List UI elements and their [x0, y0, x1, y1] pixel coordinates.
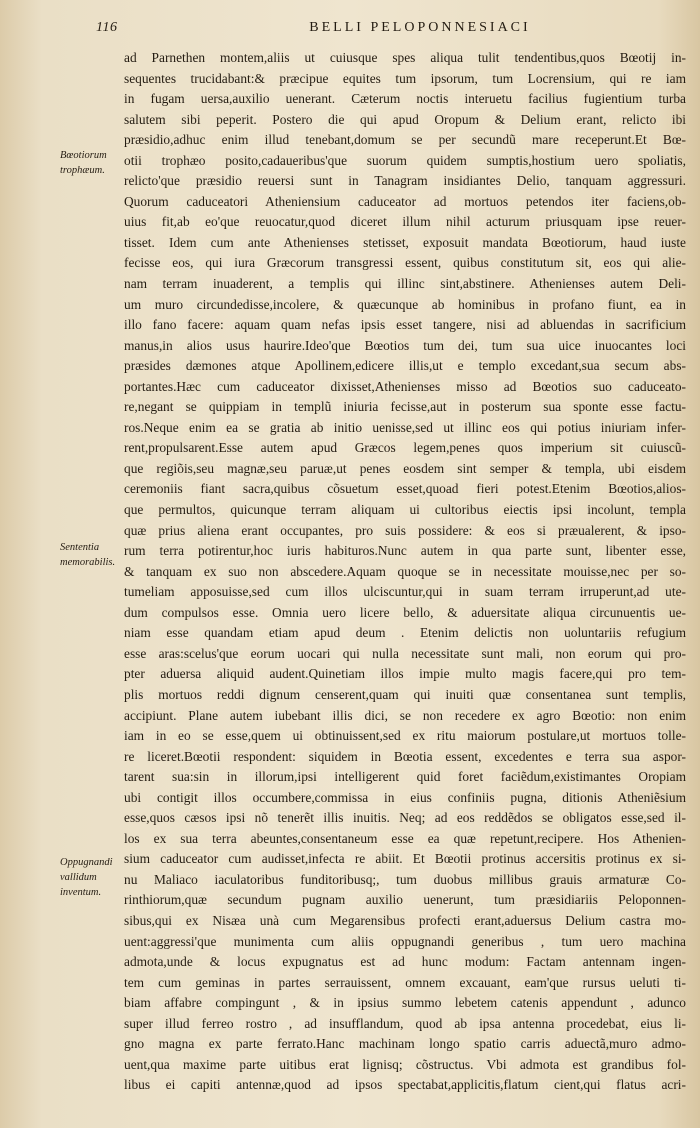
text-line: plis mortuos reddi dignum censerent,quam qui inuiti quæ consentanea sunt templis,: [124, 686, 686, 702]
text-line: rum terra potirentur,hoc iuris habituros.Nunc autem in qua parte sunt, libenter esse,: [124, 543, 686, 559]
text-line: ubi contigit illos occumbere,commissa in eius confiniis pugna, ditionis Atheniẽsium: [124, 789, 686, 805]
margin-note: Bœotiorum trophæum.: [60, 150, 107, 176]
text-line: fecisse eos, qui iura Græcorum transgressi essent, quibus constitutum sit, eos qui alie-: [124, 255, 686, 271]
text-line: re,negant se quippiam in templũ iniuria fecisse,aut in posterum sua sponte esse factu-: [124, 399, 686, 415]
text-line: libus ei capiti antennæ,quod ad ipsos spectabat,applicitis,flatum cient,qui flatus acri-: [124, 1077, 686, 1093]
text-line: nu Maliaco iaculatoribus funditoribusq;, tum duobus millibus grauis armaturæ Co-: [124, 871, 686, 887]
text-line: esse,quos cæsos ipsi nõ tenerẽt illis inuitis. Neq; ad eos reddẽdos se obligatos esse,sed il-: [124, 810, 686, 826]
text-line: præsidio,adhuc enim illud tenebant,domum se per secundũ mare receperunt.Et Bœ-: [124, 132, 686, 148]
text-line: dum compulsos esse. Omnia uero licere bello, & aduersitate aliqua circunuentis ue-: [124, 604, 686, 620]
text-line: um muro circundedisse,incolere, & quæcunque ab hominibus in profano fiunt, ea in: [124, 296, 686, 312]
text-line: sibus,qui ex Nisæa unà cum Megarensibus profecti erant,aduersus Delium castra mo-: [124, 912, 686, 928]
text-line: pter aduersa aliquid audent.Quinetiam illos impie multo magis facere,qui pro tem-: [124, 666, 686, 682]
text-line: re liceret.Bœotii respondent: siquidem in Bœotia essent, excedentes e terra sua aspor-: [124, 748, 686, 764]
text-line: uent:aggressi'que munimenta cum aliis oppugnandi generibus , tum uero machina: [124, 933, 686, 949]
text-line: tisset. Idem cum ante Athenienses stetisset, exposuit mandata Bœotiorum, haud iuste: [124, 234, 686, 250]
text-line: nam terram inuaderent, a templis qui illinc sint,abstinere. Athenienses autem Deli-: [124, 276, 686, 292]
text-line: biam affabre compingunt , & in ipsius summo lebetem catenis appendunt , adunco: [124, 995, 686, 1011]
page-number: 116: [96, 20, 118, 35]
body-text: [124, 48, 686, 1096]
running-title: BELLI PELOPONNESIACI: [309, 20, 531, 35]
text-line: ros.Neque enim ea se gratia ab initio uenisse,sed ut illinc eos qui potius iniuriam infer-: [124, 419, 686, 435]
text-line: super illud ferreo rostro , ad insufflandum, quod ab ipsa antenna procedebat, eius li-: [124, 1015, 686, 1031]
text-line: otii trophæo posito,cadaueribus'que suorum quidem sumptis,hostium uero spoliatis,: [124, 152, 686, 168]
text-line: præsides dæmones atque Apollinem,edicere illis,ut e templo excedant,sua secum abs-: [124, 358, 686, 374]
text-line: que permultos, quicunque terram aliquam ui cultoribus eiectis ipsi incolunt, templa: [124, 502, 686, 518]
text-line: accipiunt. Plane autem iubebant illis dici, se non recedere ex agro Bœotio: non enim: [124, 707, 686, 723]
text-line: illo fano facere: aquam quam nefas ipsis esset tangere, nisi ad abluendas in sacrificium: [124, 317, 686, 333]
text-line: sium caduceator cum audisset,infecta re abiit. Et Bœotii protinus accersitis protinus ex si-: [124, 851, 686, 867]
margin-note: Oppugnandi vallidum inventum.: [60, 857, 113, 898]
text-line: uius fit,ab eo'que reuocatur,quod diceret illum nihil acturum priusquam ipse reuer-: [124, 214, 686, 230]
text-line: gno magna ex parte ferrato.Hanc machinam longo spatio carris aduectã,muro admo-: [124, 1036, 686, 1052]
text-line: los ex sua terra abeuntes,consentaneum esse ea quæ repetunt,recipere. Hos Athenien-: [124, 830, 686, 846]
text-line: rent,propulsarent.Esse autem apud Græcos legem,penes quos imperium sit cuiuscũ-: [124, 440, 686, 456]
text-line: relicto'que præsidio reuersi sunt in Tanagram insidiantes Delio, tanquam aggressuri.: [124, 173, 686, 189]
text-line: rinthiorum,quæ secundum pugnam auxilio uenerunt, tum præsidiariis Peloponnen-: [124, 892, 686, 908]
text-line: ceremoniis fiant sacra,quibus cõsuetum esset,quoad fieri potest.Etenim Bœotios,alios-: [124, 481, 686, 497]
text-line: que regiõis,seu magnæ,seu paruæ,ut penes eosdem sint semper & templa, ubi eisdem: [124, 460, 686, 476]
text-line: & tanquam ex suo non abscedere.Aquam quoque se in necessitate mouisse,nec per so-: [124, 563, 686, 579]
text-line: tumeliam apposuisse,sed cum illos ulciscuntur,qui in suam terram irruperunt,ad ute-: [124, 584, 686, 600]
text-line: tarent sua:sin in illorum,ipsi intelligerent quid foret faciẽdum,existimantes Oropiam: [124, 769, 686, 785]
margin-note: Sententia memorabilis.: [60, 542, 116, 568]
text-line: ad Parnethen montem,aliis ut cuiusque spes aliqua tulit tendentibus,quos Bœotij in-: [124, 50, 686, 65]
text-line: quæ prius aliena erant occupantes, pro suis possidere: & eos si præualerent, & ipso-: [124, 522, 686, 538]
text-line: salutem sibi peperit. Postero die qui apud Oropum & Delium erant, relicto ibi: [124, 111, 686, 127]
text-line: portantes.Hæc cum caduceator dixisset,Athenienses misso ad Bœotios suo caduceato-: [124, 378, 686, 394]
text-line: esse aras:scelus'que eorum uocari qui nulla necessitate sunt mali, non eorum qui pro-: [124, 645, 686, 661]
text-line: tem cum geminas in partes serrauissent, omnem excauant, eam'que rursus ueluti ti-: [124, 974, 686, 990]
text-line: Quorum caduceatori Atheniensium caduceator ad mortuos petendos iter faciens,ob-: [124, 193, 686, 209]
text-line: sequentes trucidabant:& præcipue equites tum ipsorum, tum Locrensium, qui re iam: [124, 70, 686, 86]
text-line: admota,unde & locus expugnatus est ad hunc modum: Factam antennam ingen-: [124, 954, 686, 970]
text-line: uent,qua maxime parte uitibus erat lignisq; cõstructus. Vbi admota est grandibus fol-: [124, 1056, 686, 1072]
text-line: niam esse quandam etiam apud deum . Etenim delictis non uoluntariis refugium: [124, 625, 686, 641]
text-line: manus,in alios usus haurire.Ideo'que Bœotios tum dei, tum sua uice inuocantes loci: [124, 337, 686, 353]
text-line: iam in eo se esse,quem ui obtinuissent,sed ex ritu maiorum postulare,ut mortuos tolle-: [124, 728, 686, 744]
page-header: [96, 20, 686, 46]
text-line: in fugam uersa,auxilio uenerant. Cæterum noctis interuetu facilius fugientium turba: [124, 91, 686, 107]
